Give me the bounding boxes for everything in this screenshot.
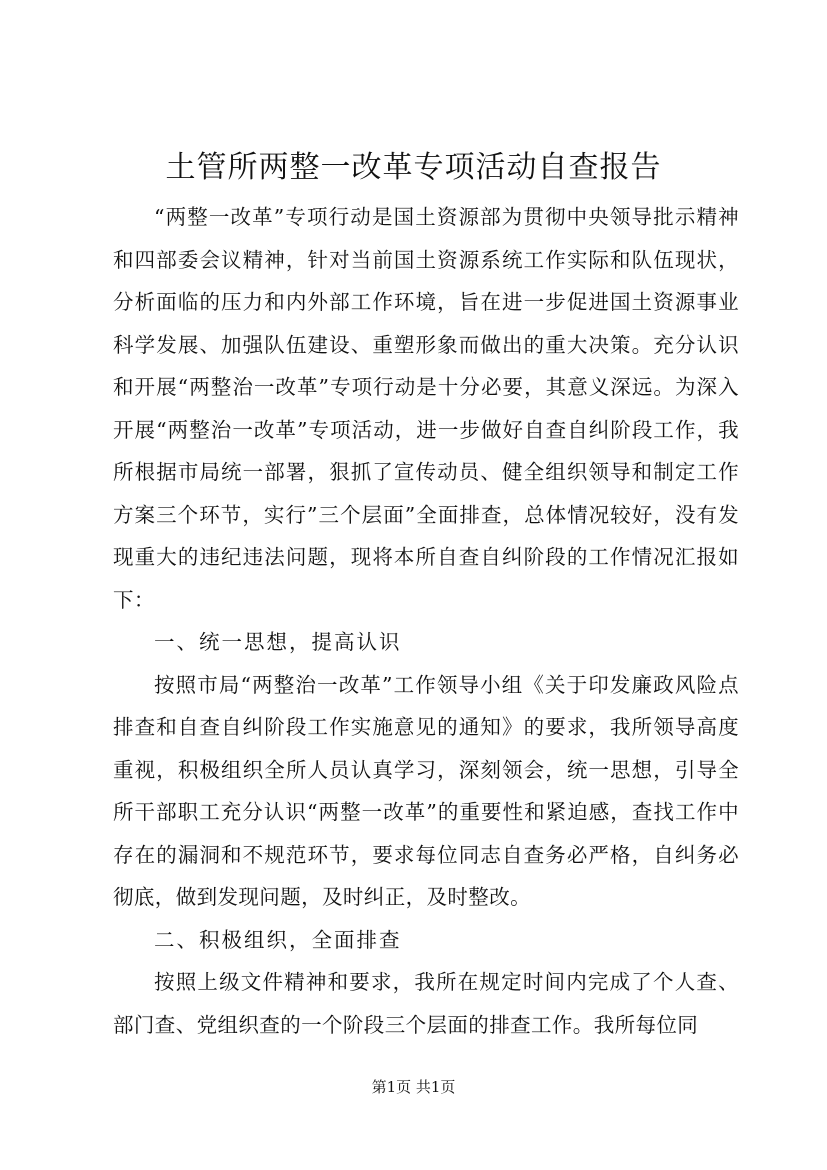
- section-heading-1: 一、统一思想，提高认识: [154, 630, 402, 654]
- document-body: [113, 196, 739, 1046]
- section-heading-2: 二、积极组织，全面排查: [154, 927, 402, 952]
- document-title: 土管所两整一改革专项活动自查报告: [165, 150, 662, 185]
- section-1-paragraph: 按照市局“两整治一改革”工作领导小组《关于印发廉政风险点排查和自查自纠阶段工作实施意见的通知》的要求，我所领导高度重视，积极组织全所人员认真学习，深刻领会，统一思想，引导全所干部职工充分认识“两整一改革”的重要性和紧迫感，查找工作中存在的漏洞和不规范环节，要求每位同志自查务必严格，自纠务必彻底，做到发现问题，及时纠正，及时整改。: [113, 672, 739, 909]
- page-footer: 第1页 共1页: [371, 1078, 456, 1096]
- intro-paragraph: “两整一改革”专项行动是国土资源部为贯彻中央领导批示精神和四部委会议精神，针对当前国土资源系统工作实际和队伍现状，分析面临的压力和内外部工作环境，旨在进一步促进国土资源事业科学发展、加强队伍建设、重塑形象而做出的重大决策。充分认识和开展“两整治一改革”专项行动是十分必要，其意义深远。为深入开展“两整治一改革”专项活动，进一步做好自查自纠阶段工作，我所根据市局统一部署，狠抓了宣传动员、健全组织领导和制定工作方案三个环节，实行”三个层面”全面排查，总体情况较好，没有发现重大的违纪违法问题，现将本所自查自纠阶段的工作情况汇报如下：: [113, 205, 739, 612]
- section-2-paragraph: 按照上级文件精神和要求，我所在规定时间内完成了个人查、部门查、党组织查的一个阶段三个层面的排查工作。我所每位同: [113, 970, 739, 1037]
